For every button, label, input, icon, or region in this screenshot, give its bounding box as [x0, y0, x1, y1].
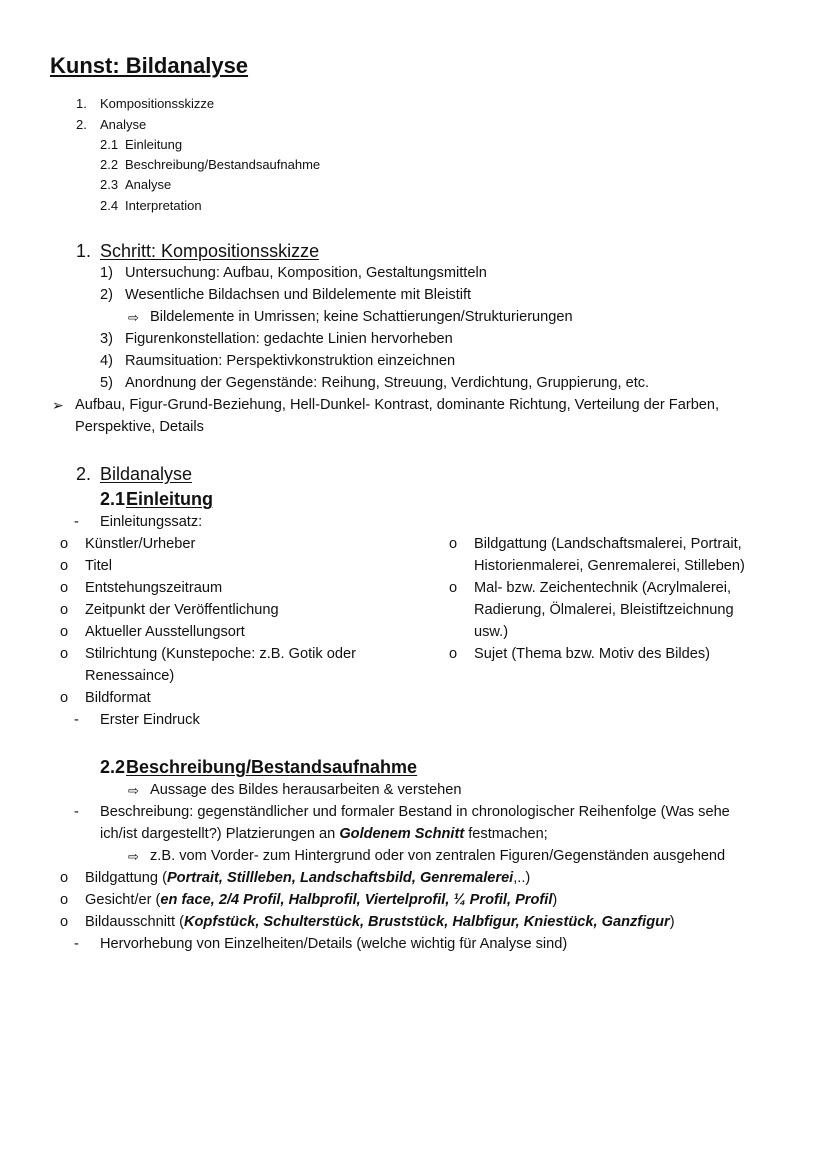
step-number: 3) — [100, 331, 113, 347]
circle-bullet: o — [60, 914, 69, 930]
crop-label: Bildausschnitt ( — [85, 914, 184, 930]
subsection-heading: Einleitung — [126, 489, 213, 509]
arrow-note: Bildelemente in Umrissen; keine Schattierungen/Strukturierungen — [150, 309, 573, 325]
section-number: 2. — [76, 464, 92, 484]
circle-bullet: o — [449, 580, 458, 596]
list-item: Bildgattung (Landschaftsmalerei, Portrait, — [474, 536, 742, 552]
circle-bullet: o — [60, 870, 69, 886]
toc-item: Analyse — [100, 117, 147, 132]
page-title: Kunst: Bildanalyse — [50, 53, 249, 78]
genre-end: ,..) — [513, 870, 531, 886]
dash-bullet: - — [74, 936, 79, 952]
arrow-note: Aussage des Bildes herausarbeiten & verstehen — [150, 782, 462, 798]
section-heading: Schritt: Kompositionsskizze — [100, 241, 320, 261]
toc-item: Kompositionsskizze — [100, 96, 215, 111]
crop-line — [85, 915, 675, 930]
face-line — [85, 893, 557, 908]
circle-bullet: o — [60, 580, 69, 596]
description-line: Beschreibung: gegenständlicher und formaler Bestand in chronologischer Reihenfolge (Was sehe — [100, 804, 730, 820]
section-heading: Bildanalyse — [100, 464, 193, 484]
arrow-note: z.B. vom Vorder- zum Hintergrund oder von zentralen Figuren/Gegenständen ausgehend — [150, 848, 726, 864]
circle-bullet: o — [60, 558, 69, 574]
circle-bullet: o — [60, 624, 69, 640]
details-line: Hervorhebung von Einzelheiten/Details (welche wichtig für Analyse sind) — [100, 936, 568, 952]
list-item-continued: Radierung, Ölmalerei, Bleistiftzeichnung — [474, 602, 734, 618]
toc-number: 2.4 — [100, 198, 119, 213]
toc-item: Interpretation — [125, 198, 202, 213]
toc-item: Einleitung — [125, 137, 183, 152]
step-item: Untersuchung: Aufbau, Komposition, Gestaltungsmitteln — [125, 265, 487, 281]
list-item-continued: usw.) — [474, 624, 509, 640]
arrow-icon: ⇨ — [128, 849, 139, 864]
subsection-number: 2.2 — [100, 757, 126, 777]
list-item: Zeitpunkt der Veröffentlichung — [85, 602, 279, 618]
subsection-number: 2.1 — [100, 489, 126, 509]
list-item: Künstler/Urheber — [85, 536, 196, 552]
toc-item: Analyse — [125, 177, 172, 192]
list-item: Mal- bzw. Zeichentechnik (Acrylmalerei, — [474, 580, 732, 596]
toc-number: 1. — [76, 96, 87, 111]
list-item: Titel — [85, 558, 113, 574]
face-end: ) — [552, 892, 558, 908]
description-line — [100, 827, 548, 842]
toc-number: 2. — [76, 117, 87, 132]
golden-ratio-term: Goldenem Schnitt — [339, 826, 465, 842]
arrow-icon: ⇨ — [128, 783, 139, 798]
genre-line — [85, 871, 530, 886]
crop-end: ) — [669, 914, 675, 930]
list-item-continued: Historienmalerei, Genremalerei, Stilleben) — [474, 558, 745, 574]
triangle-bullet-icon: ➢ — [52, 397, 64, 413]
summary-line: Perspektive, Details — [75, 419, 204, 435]
circle-bullet: o — [60, 646, 69, 662]
summary-line: Aufbau, Figur-Grund-Beziehung, Hell-Dunkel- Kontrast, dominante Richtung, Verteilung der Farben, — [75, 397, 720, 413]
face-label: Gesicht/er ( — [85, 892, 161, 908]
circle-bullet: o — [60, 892, 69, 908]
list-item-continued: Renessaince) — [85, 668, 175, 684]
step-number: 5) — [100, 375, 113, 391]
face-terms: en face, 2/4 Profil, Halbprofil, Viertelprofil, ¼ Profil, Profil — [160, 892, 553, 908]
toc-number: 2.1 — [100, 137, 119, 152]
toc-item: Beschreibung/Bestandsaufnahme — [125, 157, 321, 172]
dash-bullet: - — [74, 514, 79, 530]
step-item: Anordnung der Gegenstände: Reihung, Streuung, Verdichtung, Gruppierung, etc. — [125, 375, 650, 391]
description-text: festmachen; — [464, 826, 548, 842]
description-text: ich/ist dargestellt?) Platzierungen an — [100, 826, 340, 842]
list-item: Bildformat — [85, 690, 151, 706]
circle-bullet: o — [449, 536, 458, 552]
toc-number: 2.3 — [100, 177, 119, 192]
dash-bullet: - — [74, 712, 79, 728]
list-item: Stilrichtung (Kunstepoche: z.B. Gotik oder — [85, 646, 356, 662]
genre-terms: Portrait, Stillleben, Landschaftsbild, Genremalerei — [166, 870, 514, 886]
step-item: Figurenkonstellation: gedachte Linien hervorheben — [125, 331, 453, 347]
subsection-heading: Beschreibung/Bestandsaufnahme — [126, 757, 418, 777]
step-number: 4) — [100, 353, 113, 369]
genre-label: Bildgattung ( — [85, 870, 167, 886]
crop-terms: Kopfstück, Schulterstück, Bruststück, Halbfigur, Kniestück, Ganzfigur — [183, 914, 670, 930]
intro-label: Einleitungssatz: — [100, 514, 203, 530]
list-item: Sujet (Thema bzw. Motiv des Bildes) — [474, 646, 711, 662]
arrow-icon: ⇨ — [128, 310, 139, 325]
toc-number: 2.2 — [100, 157, 119, 172]
circle-bullet: o — [449, 646, 458, 662]
step-number: 1) — [100, 265, 113, 281]
step-item: Wesentliche Bildachsen und Bildelemente mit Bleistift — [125, 287, 472, 303]
dash-bullet: - — [74, 804, 79, 820]
circle-bullet: o — [60, 536, 69, 552]
circle-bullet: o — [60, 690, 69, 706]
step-number: 2) — [100, 287, 113, 303]
first-impression: Erster Eindruck — [100, 712, 200, 728]
step-item: Raumsituation: Perspektivkonstruktion einzeichnen — [125, 353, 456, 369]
list-item: Aktueller Ausstellungsort — [85, 624, 245, 640]
list-item: Entstehungszeitraum — [85, 580, 223, 596]
circle-bullet: o — [60, 602, 69, 618]
section-number: 1. — [76, 241, 92, 261]
